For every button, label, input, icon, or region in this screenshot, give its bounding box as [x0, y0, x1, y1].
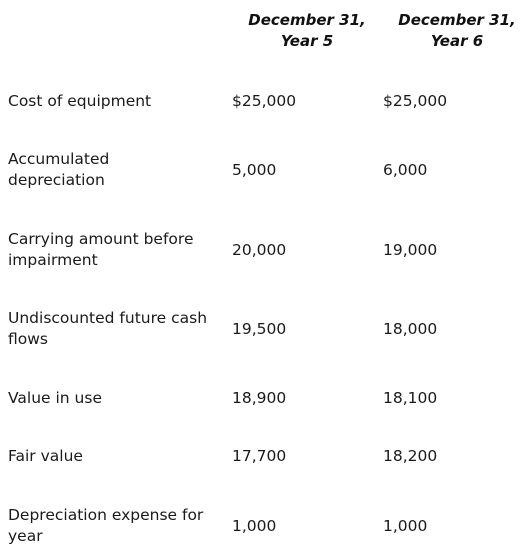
row-label-accumulated-depreciation: Accumulated depreciation: [8, 150, 110, 189]
column-header-year5: [232, 10, 382, 52]
cell-undiscounted-cash-flows-year6: 18,000: [383, 320, 438, 338]
row-label-undiscounted-cash-flows: Undiscounted future cash flows: [8, 309, 208, 348]
cell-carrying-amount-year5: 20,000: [232, 241, 287, 259]
row-label-value-in-use: Value in use: [8, 389, 102, 407]
row-label-depreciation-expense: Depreciation expense for year: [8, 506, 204, 545]
cell-cost-of-equipment-year6: $25,000: [383, 92, 448, 110]
row-label-cost-of-equipment: Cost of equipment: [8, 92, 152, 110]
column-header-year5-line2: Year 5: [280, 32, 334, 50]
cell-value-in-use-year6: 18,100: [383, 389, 438, 407]
cell-value-in-use-year5: 18,900: [232, 389, 287, 407]
cell-accumulated-depreciation-year5: 5,000: [232, 161, 277, 179]
column-header-year6-line1: December 31,: [398, 11, 516, 29]
cell-depreciation-expense-year6: 1,000: [383, 517, 428, 535]
row-label-fair-value: Fair value: [8, 447, 83, 465]
cell-undiscounted-cash-flows-year5: 19,500: [232, 320, 287, 338]
cell-fair-value-year5: 17,700: [232, 447, 287, 465]
cell-fair-value-year6: 18,200: [383, 447, 438, 465]
cell-accumulated-depreciation-year6: 6,000: [383, 161, 428, 179]
column-header-year6: [382, 10, 523, 52]
cell-cost-of-equipment-year5: $25,000: [232, 92, 297, 110]
cell-depreciation-expense-year5: 1,000: [232, 517, 277, 535]
column-header-year6-line2: Year 6: [430, 32, 484, 50]
row-label-carrying-amount: Carrying amount before impairment: [8, 230, 194, 269]
cell-carrying-amount-year6: 19,000: [383, 241, 438, 259]
column-header-year5-line1: December 31,: [248, 11, 366, 29]
